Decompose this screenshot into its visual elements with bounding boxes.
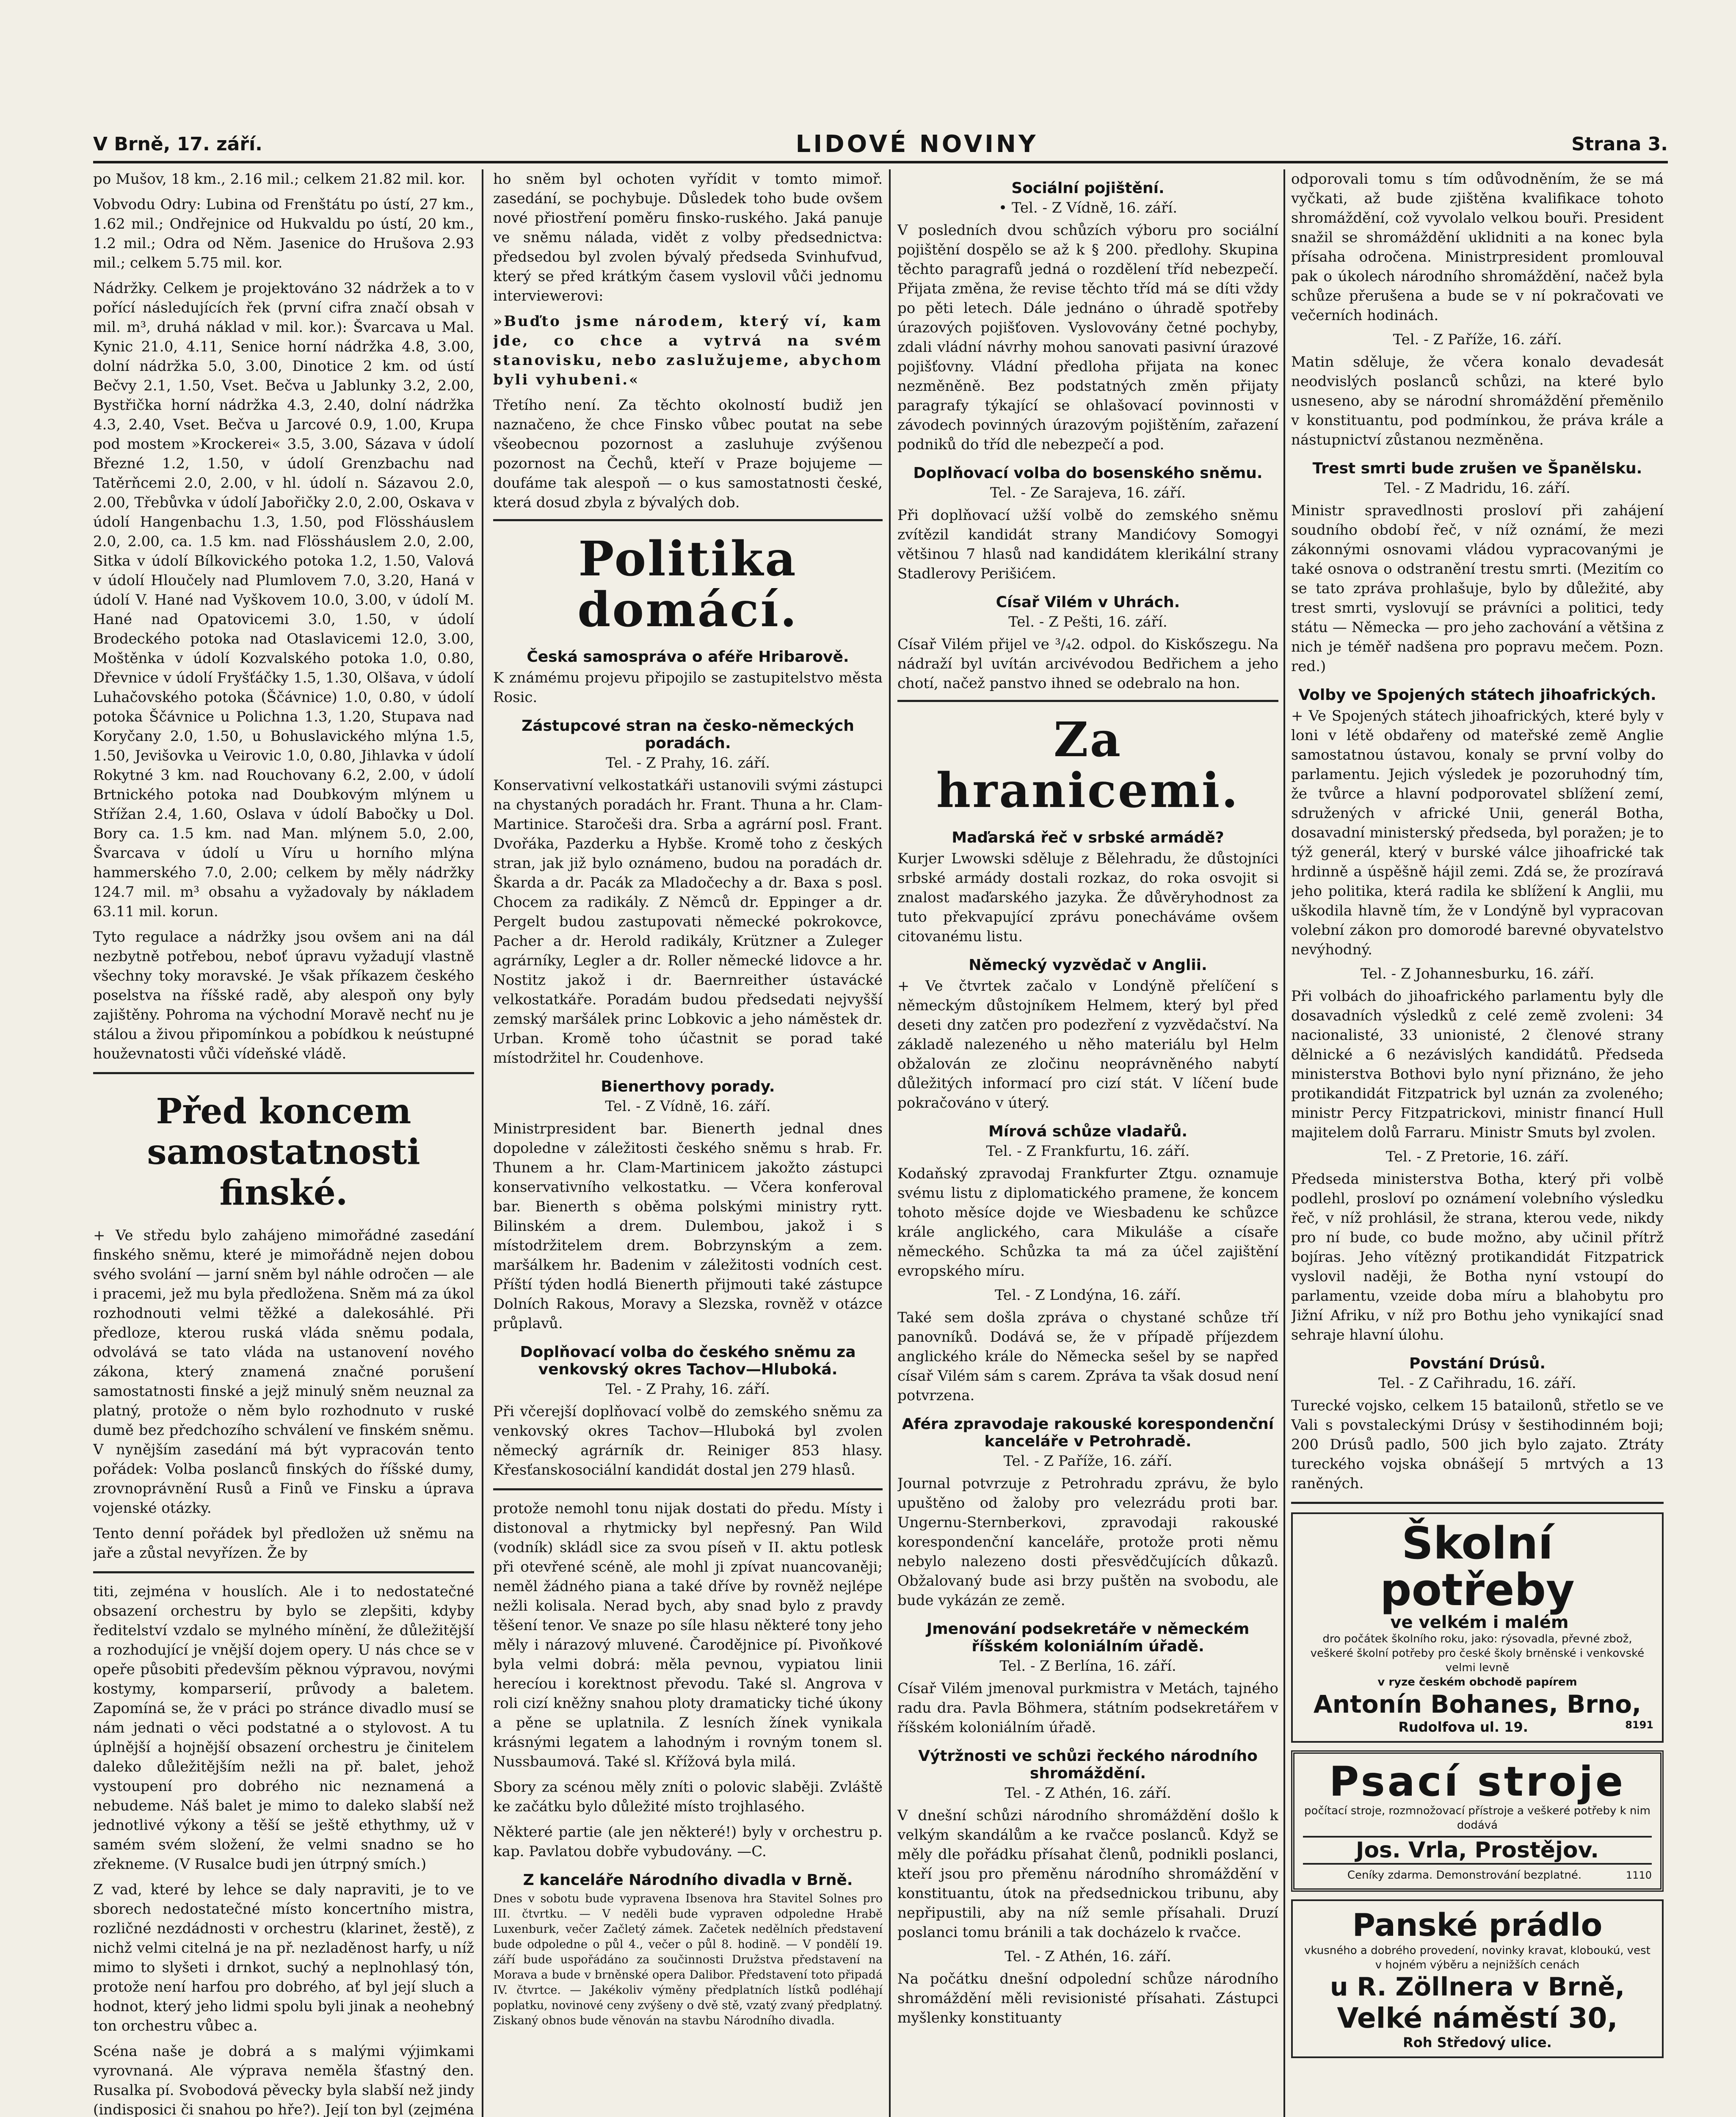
article-paragraph: + Ve Spojených státech jihoafrických, které byly v loni v létě obdařeny od mateřské země Anglie samostatnou ústavou, konaly se první volby do parlamentu. Jejich výsledek je pozoruhodný tím, že tvůrce a hlavní podporovatel sblížení zemí, sdružených v africké Unii, generál Botha, dosavadní ministerský předseda, byl poražen; je to týž generál, který v burské válce jihoafrické tak hrdinně a úspěšně hájil zemi. Zdá se, že prozíravá jeho politika, která radila ke sblížení k Anglii, mu uškodila hlavně tím, že v Londýně byl vypracovan volební zákon pro domorodé barevné obyvatelstvo nevýhodný. xyxy=(1291,708,1664,958)
article-paragraph: Journal potvrzuje z Petrohradu zprávu, že bylo upuštěno od žaloby pro velezrádu proti bar. Ungernu-Sternberkovi, zpravodaji rakouské korespondenční kanceláře, protože proti němu nebylo nalezeno dosti přesvědčujících důkazů. Obžalovaný bude asi brzy puštěn na svobodu, ale bude vykázán ze země. xyxy=(897,1475,1278,1609)
article-title: Německý vyzvědač v Anglii. xyxy=(969,956,1207,974)
article-title: Povstání Drúsů. xyxy=(1409,1355,1546,1372)
ad-text: počítací stroje, rozmnožovací přístroje a veškeré potřeby k nim dodává xyxy=(1304,1805,1650,1832)
article-paragraph: odporovali tomu s tím odůvodněním, že se má vyčkati, až bude zjištěna kvalifikace tohoto shromáždění, což vyvolalo velkou bouři. President snažil se shromáždění uklidniti a na konec byla přísaha odročena. Ministrpresident promlouval pak o úkolech národního shromáždění, načež byla schůze přerušena a bude se v ní pokračovati ve večerních hodinách. xyxy=(1291,171,1664,324)
article-paragraph: Také sem došla zpráva o chystané schůze tří panovníků. Dodává se, že v případě příjezdem anglického krále do Německa sešel by se napřed císař Vilém sám s carem. Zpráva ta však dosud není potvrzena. xyxy=(897,1309,1278,1404)
ad-text xyxy=(1303,1868,1652,1882)
small-print-block xyxy=(493,1891,883,2029)
article-paragraph: Třetího není. Za těchto okolností budiž jen naznačeno, že chce Finsko vůbec poutat na sebe všeobecnou pozornost a zasluhuje zvýšenou pozornost na Čechů, kteří v Praze bojujeme — doufáme tak alespoň — o kus samostatnosti české, která dosud zbyla z bývalých dob. xyxy=(493,397,883,511)
article-title: Doplňovací volba do bosenského sněmu. xyxy=(913,464,1263,482)
dateline: Tel. - Z Pretorie, 16. září. xyxy=(1385,1148,1569,1165)
section-divider xyxy=(897,700,1278,702)
section-divider xyxy=(93,1571,474,1573)
ad-address: Roh Středový ulice. xyxy=(1403,2034,1552,2051)
article-paragraph: Konservativní velkostatkáři ustanovili svými zástupci na chystaných poradách hr. Frant. Thuna a hr. Clam-Martinice. Staročeši dra. Srba a agrární posl. Frant. Dvořáka, Pazderku a Hybše. Kromě toho z českých stran, jak již bylo oznámeno, budou na poradách dr. Škarda a dr. Pacák za Mladočechy a dr. Baxa s posl. Chocem za radikály. Z Němců dr. Eppinger a dr. Pergelt budou zastupovati německé pokrokovce, Pacher a dr. Herold radikály, Krützner a Zuleger agrárníky, Legler a dr. Roller německé lidovce a hr. Nostitz jakož i dr. Baernreither ústavácké velkostatkáře. Poradám budou předsedati nejvyšší zemský maršálek princ Lobkovic a jeho náměstek dr. Urban. Kromě toho účastnit se porad také místodržitel hr. Coudenhove. xyxy=(493,777,883,1067)
article-paragraph: Některé partie (ale jen některé!) byly v orchestru p. kap. Pavlatou dobře vybudovány. —C. xyxy=(493,1824,883,1860)
section-divider xyxy=(93,1072,474,1074)
article-paragraph: Ministr spravedlnosti prosloví při zahájení soudního období řeč, v níž oznámí, že mezi zákonnými osnovami vládou vypracovanými je také osnova o odstranění trestu smrti. (Mezitím co se tato zpráva prohlašuje, bylo by důležité, aby trest smrti, vyslovují se právníci a politici, tedy státu — Německa — pro jeho zachování a většina z nich je téměř nadšena pro popravu mečem. Pozn. red.) xyxy=(1291,502,1664,675)
ad-address xyxy=(1301,1719,1653,1735)
article-title: Aféra zpravodaje rakouské korespondenční kanceláře v Petrohradě. xyxy=(902,1415,1274,1450)
dateline: Tel. - Z Vídně, 16. září. xyxy=(605,1098,771,1115)
ad-number: 1110 xyxy=(1626,1869,1652,1881)
column-rule xyxy=(1283,169,1285,2117)
article-title: Česká samospráva o aféře Hribarově. xyxy=(527,648,849,666)
masthead-title: LIDOVÉ NOVINY xyxy=(795,130,1038,158)
dateline: Tel. - Z Londýna, 16. září. xyxy=(994,1287,1181,1304)
article-quote: »Buďto jsme národem, který ví, kam jde, co chce a vytrvá na svém stanovisku, nebo zaslužujeme, abychom byli vyhubeni.« xyxy=(493,313,883,388)
article-paragraph: Kurjer Lwowski sděluje z Bělehradu, že důstojníci srbské armády dostali rozkaz, do roka osvojit si znalost maďarského jazyka. Že důvěryhodnost za tuto překvapující zprávu ponecháváme ovšem citovanému listu. xyxy=(897,850,1278,945)
ad-subheadline: ve velkém i malém xyxy=(1390,1613,1569,1632)
article-paragraph: Císař Vilém přijel ve ³/₄2. odpol. do Kiskőszegu. Na nádraží byl uvítán arcivévodou Bedřichem a jeho chotí, načež panstvo ihned se odebralo na hon. xyxy=(897,636,1278,692)
ad-address-text: Rudolfova ul. 19. xyxy=(1398,1719,1528,1735)
dateline: Tel. - Z Pešti, 16. září. xyxy=(1008,614,1167,630)
article-title: Trest smrti bude zrušen ve Španělsku. xyxy=(1312,460,1642,477)
article-paragraph: protože nemohl tonu nijak dostati do předu. Místy i distonoval a rhytmicky byl nepřesný. Pan Wild (vodník) skládl sice za svou píseň v II. aktu potlesk při otevřené scéně, ale mohl ji zpívat nuancovaněji; neměl žádného piana a také dříve by rovněž nejlépe nežli kolisala. Nerad bych, aby snad bylo z pravdy těšení tenor. Ve snaze po síle hlasu některé tony jeho měly i nárazový mluvené. Čarodějnice pí. Pivoňkové byla velmi dobrá: měla pevnou, vypiatou linii herecíou i korektnost převodu. Také sl. Angrova v roli cizí kněžny snahou ploty dramaticky tiché úkony a pěne se uplatnila. Z lesních žínek vynikala krásnými legatem a lahodným i rovným tonem sl. Nussbaumová. Také sl. Křížová byla milá. xyxy=(493,1500,883,1770)
article-paragraph: Při včerejší doplňovací volbě do zemského sněmu za venkovský okres Tachov—Hluboká byl zvolen německý agrárník dr. Reiniger 853 hlasy. Křesťanskosociální kandidát dostal jen 279 hlasů. xyxy=(493,1403,883,1479)
ad-address-main: Velké náměstí 30, xyxy=(1337,2002,1618,2034)
dateline: Tel. - Z Berlína, 16. září. xyxy=(999,1658,1176,1675)
article-paragraph: Tyto regulace a nádržky jsou ovšem ani na dál nezbytně potřebou, neboť úpravu vyžadují vlastně všechny toky moravské. Je však příkazem českého poselstva na říšské radě, aby alespoň ony byly zajištěny. Pohroma na východní Moravě nechť nu je stálou a živou připomínkou a pobídkou k neústupné houževnatosti vůči vídeňské vládě. xyxy=(93,929,474,1062)
dateline: Tel. - Z Athén, 16. září. xyxy=(1005,1948,1171,1965)
article-title: Z kanceláře Národního divadla v Brně. xyxy=(523,1871,853,1889)
article-paragraph: Vobvodu Odry: Lubina od Frenštátu po ústí, 27 km., 1.62 mil.; Ondřejnice od Hukvaldu po ústí, 20 km., 1.2 mil.; Odra od Něm. Jasenice do Hrušova 2.93 mil.; celkem 5.75 mil. kor. xyxy=(93,196,474,271)
ad-headline: Školní potřeby xyxy=(1380,1517,1575,1616)
ad-headline: Psací stroje xyxy=(1329,1758,1626,1805)
article-title: Výtržnosti ve schůzi řeckého národního shromáždění. xyxy=(918,1747,1258,1782)
section-divider xyxy=(493,1488,883,1490)
article-paragraph: Při volbách do jihoafrického parlamentu byly dle dosavadních výsledků z celé země zvoleni: 34 nacionalisté, 33 unionisté, 2 členové strany dělnické a 6 nezávislých kandidátů. Předseda ministerstva Bothovi bylo nyní přiznáno, že jeho protikandidát Fitzpatrick byl uznán za zvoleného; ministr Percy Fitzpatrickovi, ministr financí Hull majitelem dolů Farraru. Ministr Smuts byl zvolen. xyxy=(1291,988,1664,1141)
article-paragraph: ho sněm byl ochoten vyřídit v tomto mimoř. zasedání, se pochybuje. Důsledek toho bude ovšem nové přiostření poměru finsko-ruského. Jaká panuje ve sněmu nálada, vidět z volby předsednictva: předsedou byl zvolen bývalý předseda Svinhufvud, který se před krátkým časem vyslovil vůči jednomu interviewerovi: xyxy=(493,171,883,304)
article-title: Bienerthovy porady. xyxy=(601,1078,775,1095)
masthead-page-number: Strana 3. xyxy=(1571,133,1668,155)
dateline: Tel. - Z Prahy, 16. září. xyxy=(606,754,770,771)
section-divider xyxy=(493,519,883,521)
article-title: Císař Vilém v Uhrách. xyxy=(996,594,1180,611)
article-paragraph: + Ve čtvrtek začalo v Londýně přelíčení s německým důstojníkem Helmem, který byl před deseti dny zatčen pro podezření z vyzvědačství. Na základě nalezeného u něho materiálu byl Helm obžalován ze zločinu neoprávněného nabytí důležitých informací pro cizí stát. V líčení bude pokračováno v úterý. xyxy=(897,978,1278,1111)
article-paragraph: Na počátku dnešní odpolední schůze národního shromáždění měli revisionisté přísahati. Zástupci myšlenky konstituanty xyxy=(897,1971,1278,2026)
article-title: Jmenování podsekretáře v německém říšském koloniálním úřadě. xyxy=(926,1620,1250,1655)
column-rule xyxy=(482,169,483,2117)
section-divider xyxy=(1291,1502,1664,1504)
article-paragraph: Matin sděluje, že včera konalo devadesát neodvislých poslanců schůzi, na které bylo usneseno, aby se národní shromáždění přeměnilo v konstituantu, pod podmínkou, že práva krále a nástupnictví zůstanou nezměněna. xyxy=(1291,354,1664,448)
dateline: Tel. - Z Athén, 16. září. xyxy=(1005,1785,1171,1802)
article-paragraph: V posledních dvou schůzích výboru pro sociální pojištění dospělo se až k § 200. předlohy. Skupina těchto paragrafů jedná o rozdělení tříd nebezpečí. Přijata změna, že revise těchto tříd má se díti vždy po pěti letech. Dále jednáno o úhradě spotřeby úrazových pojišťoven. Vyslovovány četné pochyby, zdali vládní návrhy mohou sanovati pasivní úrazové pojišťovny. Vládní předloha přijata na konec nezměněně. Bez podstatných změn přijaty paragrafy týkající se ohlašovací povinnosti v závodech povinných úrazovým pojištěním, zařazení podniků do tříd dle nebezpečí a pod. xyxy=(897,222,1278,453)
ad-company-name: Antonín Bohanes, Brno, xyxy=(1313,1690,1642,1719)
article-paragraph: po Mušov, 18 km., 2.16 mil.; celkem 21.82 mil. kor. xyxy=(93,171,466,188)
masthead xyxy=(93,127,1668,163)
article-paragraph: Předseda ministerstva Botha, který při volbě podlehl, prosloví po oznámení volebního výsledku řeč, v níž prohlásil, že strana, kterou vede, nikdy pro ní bude, co bude možno, aby učinil přítrž bojíras. Jeho vítězný protikandidát Fitzpatrick vyslovil naději, že Botha nyní vstoupí do parlamentu, vzeide doba míru a blahobytu pro Jižní Afriku, v níž pro Bothu jeho vynikající snad sehraje hlavní úlohu. xyxy=(1291,1171,1664,1343)
column-3 xyxy=(897,169,1278,2117)
dateline: • Tel. - Z Vídně, 16. září. xyxy=(998,199,1178,216)
dateline: Tel. - Z Cařihradu, 16. září. xyxy=(1378,1375,1576,1392)
ad-headline: Panské prádlo xyxy=(1352,1907,1603,1943)
ad-typewriters xyxy=(1291,1750,1664,1892)
article-paragraph: Tento denní pořádek byl předložen už sněmu na jaře a zůstal nevyřízen. Že by xyxy=(93,1525,474,1561)
article-paragraph: Při doplňovací užší volbě do zemského sněmu zvítězil kandidát strany Mandićovy Somogyi většinou 7 hlasů nad kandidátem klerikální strany Stadlerovy Perišićem. xyxy=(897,507,1278,582)
ad-text-line: Ceníky zdarma. Demonstrování bezplatné. xyxy=(1347,1869,1582,1882)
masthead-date: V Brně, 17. září. xyxy=(93,133,262,155)
ad-company-name: u R. Zöllnera v Brně, xyxy=(1330,1972,1625,2002)
article-paragraph: Kodaňský zpravodaj Frankfurter Ztgu. oznamuje svému listu z diplomatického pramene, že koncem tohoto měsíce dojde ve Wiesbadenu ke schůzce krále anglického, cara Mikuláše a císaře německého. Schůzka ta má za účel zajištění evropského míru. xyxy=(897,1165,1278,1280)
article-paragraph: K známému projevu připojilo se zastupitelstvo města Rosic. xyxy=(493,669,883,706)
dateline: Tel. - Z Frankfurtu, 16. září. xyxy=(986,1143,1190,1160)
column-4 xyxy=(1291,169,1664,2117)
ad-text: v ryze českém obchodě papírem xyxy=(1377,1676,1577,1689)
article-paragraph: titi, zejména v houslích. Ale i to nedostatečné obsazení orchestru by bylo se zlepšiti, kdyby ředitelství vzdalo se mylného mínění, že důležitější a rozhodující je vnější dojem opery. U nás chce se v opeře působiti především pěknou výpravou, novými kostymy, komparserií, průvody a baletem. Zapomíná se, že v práci po stránce divadlo musí se nám jednati o věci podstatné a o stylovost. A tu úplnější a hojnější obsazení orchestru je činitelem daleko důležitějším nežli na př. balet, jehož vystoupení pro dobrého nic neznamená a nebudeme. Náš balet je mimo to daleko slabší než jednotlivé výkony a těší se ještě ethythmy, už v samém svém složení, že velmi snadno se ho zřekneme. (V Rusalce budi jen útrpný smích.) xyxy=(93,1583,474,1873)
article-paragraph: Sbory za scénou měly zníti o polovic slaběji. Zvláště ke začátku bylo důležité místo trojhlasého. xyxy=(493,1779,883,1815)
dateline: Tel. - Ze Sarajeva, 16. září. xyxy=(990,484,1186,501)
ad-mens-linen xyxy=(1291,1899,1664,2058)
article-paragraph: Císař Vilém jmenoval purkmistra v Metách, tajného radu dra. Pavla Böhmera, státním podsekretářem v říšském koloniálním úřadě. xyxy=(897,1680,1278,1736)
dateline: Tel. - Z Paříže, 16. září. xyxy=(1393,331,1562,348)
column-rule xyxy=(889,169,891,2117)
article-title: Sociální pojištění. xyxy=(1011,180,1165,197)
dateline: Tel. - Z Prahy, 16. září. xyxy=(606,1381,770,1398)
article-paragraph: Scéna naše je dobrá a s malými výjimkami vyrovnaná. Ale výprava neměla šťastný den. Rusalka pí. Svobodová pěvecky byla slabší než jindy (indisposici či snahou po hře?). Její ton byl (zejména xyxy=(93,2043,474,2117)
ad-company-name: Jos. Vrla, Prostějov. xyxy=(1303,1836,1652,1865)
ad-text: vkusného a dobrého provedení, novinky kravat, kloboukú, vest v hojném výběru a nejnižších cenách xyxy=(1304,1944,1650,1971)
column-1 xyxy=(93,169,474,2117)
article-paragraph: Dnes v sobotu bude vypravena Ibsenova hra Stavitel Solnes pro III. čtvrtku. — V neděli bude vypraven odpoledne Hrabě Luxenburk, večer Začletý zámek. Začetek nedělních představení bude odpoledne o půl 4., večer o půl 8. hodině. — V pondělí 19. září bude uspořádáno za součinnosti Družstva představení na Morava a bude v brněnské opera Dalibor. Představení toto připadá IV. čtvrtce. — Jakékoliv výměny předplatních lístků podléhají poplatku, novinové ceny zvýšeny o dvě stě, vzatý zvaný předplatný. Ziskaný obnos bude věnován na stavbu Národního divadla. xyxy=(493,1892,883,2027)
section-headline: Za hranicemi. xyxy=(936,712,1240,818)
article-headline: Před koncem samostatnosti finské. xyxy=(147,1091,420,1213)
article-title: Zástupcové stran na česko-německých poradách. xyxy=(522,717,854,752)
article-paragraph: Ministrpresident bar. Bienerth jednal dnes dopoledne v záležitosti českého sněmu s hrab. Fr. Thunem a hr. Clam-Martinicem jakožto zástupci konservativního velkostatku. — Včera konferoval bar. Bienerth s oběma polskými ministry rytt. Bilinském a drem. Dulembou, jakož i s místodržitelem drem. Bobrzynským a zem. maršálkem hr. Badenim v záležitosti vodních cest. Příští týden hodlá Bienerth přijmouti také zástupce Dolních Rakous, Moravy a Slezska, rovněž v otázce průplavů. xyxy=(493,1120,883,1332)
ad-number: 8191 xyxy=(1625,1719,1653,1731)
dateline: Tel. - Z Madridu, 16. září. xyxy=(1384,480,1570,497)
article-paragraph: Z vad, které by lehce se daly napraviti, je to ve sborech nedostatečné místo koncertního mistra, rozličné nezdádnosti v orchestru (klarinet, žestě), z nichž velmi citelná je na př. nezladěnost harfy, u níž mimo to slyšeti i drnkot, suchý a neplnohlasý tón, protože není harfou pro dobrého, ať byl její sluch a hodnot, který jeho lidmi spolu byli jinak a neohebný ton orchestru vůbec a. xyxy=(93,1881,474,2034)
article-paragraph: Nádržky. Celkem je projektováno 32 nádržek a to v pořící následujících řek (první cifra značí obsah v mil. m³, druhá náklad v mil. kor.): Švarcava u Mal. Kynic 21.0, 4.11, Senice horní nádržka 4.8, 3.00, dolní nádržka 5.0, 3.00, Dinotice 2 km. od ústí Bečvy 2.1, 1.50, Vset. Bečva u Jablunky 3.2, 2.00, Bystřička horní nádržka 4.3, 2.40, dolní nádržka 4.3, 2.40, Vset. Bečva u Jarcové 0.9, 1.00, Krupa pod mostem »Krockerei« 3.5, 3.00, Sázava v údolí Březné 1.2, 1.50, v údolí Grenzbachu nad Tatěrňcemi 2.0, 2.00, v hl. údolí n. Sázavou 2.0, 2.00, Třebůvka v údolí Jabořičky 2.0, 2.00, Oskava v údolí Hangenbachu 1.3, 1.50, pod Flössháuslem 2.0, 2.00, ca. 1.5 km. nad Flössháuslem 2.0, 2.00, Sitka v údolí Bílkovického potoka 1.2, 1.50, Valová v údolí Hloučely nad Plumlovem 7.0, 3.20, Haná v údolí V. Hané nad Vyškovem 10.0, 3.00, v údolí M. Hané nad Opatovicemi 3.0, 1.50, v údolí Brodeckého potoka nad Otaslavicemi 12.0, 3.00, Moštěnka v údolí Kozvalského potoka 1.0, 0.80, Dřevnice v údolí Fryšťáčky 1.5, 1.30, Olšava, v údolí Luhačovského potoka (Ščávnice) 1.0, 0.80, v údolí potoka Ščávnice u Polichna 1.3, 1.20, Stupava nad Koryčany 2.0, 1.50, u Bohuslavického mlýna 1.5, 1.50, Jevišovka u Veirovic 1.0, 0.80, Jihlavka v údolí Rokytné 3 km. nad Rouchovany 6.2, 2.00, v údolí Brtnického potoka nad Doubkovým mlýnem u Střížan 2.4, 1.60, Oslava v údolí Babočky u Dol. Bory ca. 1.5 km. nad Man. mlýnem 5.0, 2.00, Švarcava v údolí u Víru u horního mlýna hammerského 7.0, 2.00; celkem by měly nádržky 124.7 mil. m³ obsahu a vyžadovaly by nákladem 63.11 mil. korun. xyxy=(93,280,474,920)
article-paragraph: V dnešní schůzi národního shromáždění došlo k velkým skandálům a ke rvačce poslanců. Když se měly dle pořádku přísahat členů, podnikli poslanci, kteří jsou pro přeměnu národního shromáždění v konstituantu, útok na předsednickou tribunu, aby nepřipustili, aby na níž semle přísahali. Druzí poslanci tomu bránili a tak docházelo k rvačce. xyxy=(897,1807,1278,1941)
article-paragraph: Turecké vojsko, celkem 15 batailonů, střetlo se ve Vali s povstaleckými Drúsy v šestihodinném boji; 200 Drúsů padlo, 500 jich bylo zajato. Ztráty tureckého vojska obnášejí 5 mrtvých a 13 raněných. xyxy=(1291,1397,1664,1492)
dateline: Tel. - Z Johannesburku, 16. září. xyxy=(1360,965,1595,982)
article-title: Maďarská řeč v srbské armádě? xyxy=(952,829,1224,846)
dateline: Tel. - Z Paříže, 16. září. xyxy=(1003,1453,1173,1470)
article-title: Volby ve Spojených státech jihoafrických. xyxy=(1298,686,1656,704)
column-2 xyxy=(493,169,883,2117)
section-headline: Politika domácí. xyxy=(577,531,798,638)
ad-school-supplies xyxy=(1291,1512,1664,1743)
ad-text: dro počátek školního roku, jako: rýsovadla, převné zbož, veškeré školní potřeby pro české školy brněnské i venkovské velmi levně xyxy=(1310,1633,1645,1674)
article-title: Doplňovací volba do českého sněmu za venkovský okres Tachov—Hluboká. xyxy=(520,1343,856,1378)
article-paragraph: + Ve středu bylo zahájeno mimořádné zasedání finského sněmu, které je mimořádně nejen dobou svého svolání — jarní sněm byl náhle odročen — ale i pracemi, jež mu byla předložena. Sněm má za úkol rozhodnouti velmi těžké a dalekosáhlé. Při předloze, kterou ruská vláda sněmu podala, odvolává se tato vláda na ustanovení nového zákona, který znamená značné porušení samostatnosti finské a jejž minulý sněm neuznal za platný, protože o něm bylo rozhodnuto v ruské dumě bez předchozího schválení ve finském sněmu. V nynějším zasedání má být vypracován tento pořádek: Volba poslanců finských do říšské dumy, zrovnoprávnění Rusů a Finů ve Finsku a úprava vojenské otázky. xyxy=(93,1227,474,1517)
article-title: Mírová schůze vladařů. xyxy=(988,1123,1188,1140)
